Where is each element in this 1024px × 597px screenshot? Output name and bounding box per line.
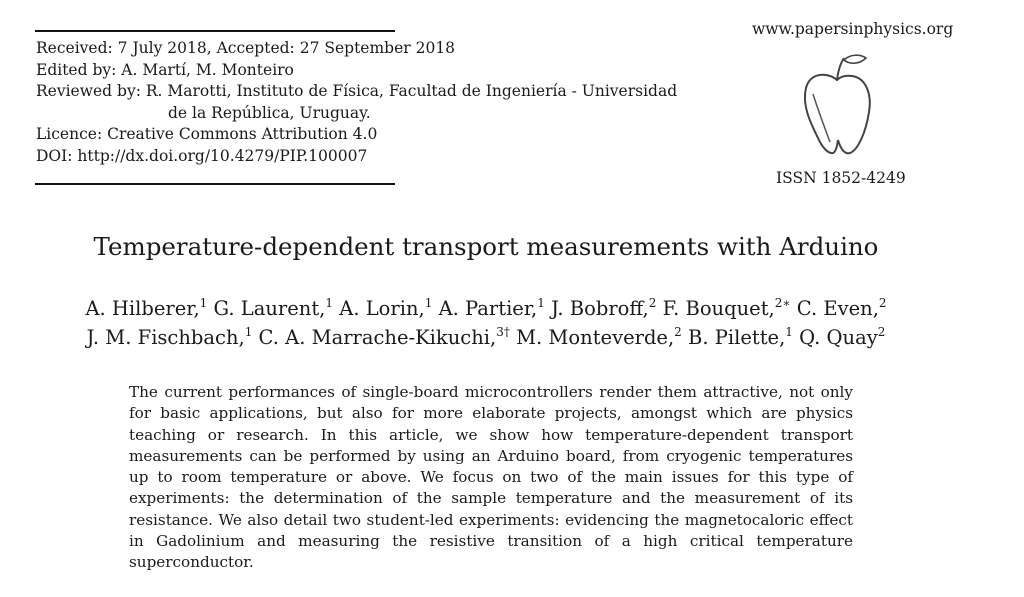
author-name: A. Lorin,: [339, 297, 425, 320]
abstract: The current performances of single-board microcontrollers render them attractive, not only for basic applications, but also for more elaborate projects, amongst which are physics teaching or research. In this article, we show how temperature-dependent transport measurements can be performed by using an Arduino board, from cryogenic temperatures up to room temperature or above. We focus on two of the main issues for this type of experiments: the determination of the sample temperature and the measurement of its resistance. We also detail two student-led experiments: evidencing the magnetocaloric effect in Gadolinium and measuring the resistive transition of a high critical temperature superconductor.: [129, 383, 853, 572]
licence: Licence: Creative Commons Attribution 4.0: [36, 125, 378, 143]
author-name: A. Hilberer,: [85, 297, 200, 320]
author-name: B. Pilette,: [688, 326, 786, 349]
author: [797, 297, 887, 320]
author-affiliation: 1: [785, 325, 793, 339]
author: [339, 297, 432, 320]
issn: ISSN 1852-4249: [776, 169, 906, 187]
header-rule-top: [35, 30, 395, 32]
author-name: J. M. Fischbach,: [86, 326, 245, 349]
author-affiliation: 2: [877, 325, 886, 339]
author: [799, 326, 885, 349]
author: [259, 326, 510, 349]
journal-website[interactable]: www.papersinphysics.org: [752, 20, 954, 38]
author-name: M. Monteverde,: [516, 326, 675, 349]
author: [85, 297, 207, 320]
author-affiliation: 2∗: [774, 296, 791, 310]
author: [214, 297, 334, 320]
author: [439, 297, 545, 320]
edited-by: Edited by: A. Martí, M. Monteiro: [36, 60, 294, 79]
author: [663, 297, 791, 320]
author-name: C. Even,: [796, 297, 879, 320]
author-name: J. Bobroff,: [551, 297, 649, 320]
received-accepted-dates: Received: 7 July 2018, Accepted: 27 September 2018: [36, 39, 456, 57]
reviewed-by: Reviewed by: R. Marotti, Instituto de Física, Facultad de Ingeniería - Universidad: [36, 82, 678, 100]
author: [688, 326, 793, 349]
author: [516, 326, 682, 349]
paper-title: Temperature-dependent transport measurements with Arduino: [93, 232, 879, 261]
author-name: Q. Quay: [799, 326, 878, 349]
author-affiliation: 1: [199, 296, 208, 310]
reviewed-by-continued: de la República, Uruguay.: [168, 103, 371, 122]
article-metadata: [36, 38, 736, 167]
author-affiliation: 2: [674, 325, 682, 339]
author-affiliation: 2: [878, 296, 887, 310]
author: [87, 326, 253, 349]
header-rule-bottom: [35, 183, 395, 185]
doi[interactable]: DOI: http://dx.doi.org/10.4279/PIP.100007: [36, 146, 368, 165]
author-name: C. A. Marrache-Kikuchi,: [258, 326, 497, 349]
author-line-1: [0, 294, 972, 323]
author-affiliation: 3†: [496, 325, 510, 339]
author-affiliation: 1: [244, 325, 253, 339]
author-name: G. Laurent,: [213, 297, 326, 320]
author-name: F. Bouquet,: [662, 297, 775, 320]
author-name: A. Partier,: [438, 297, 538, 320]
author-list: [0, 294, 972, 352]
apple-outline-logo-icon: [800, 50, 874, 160]
author-affiliation: 1: [424, 296, 433, 310]
author-line-2: [0, 323, 972, 352]
author-affiliation: 1: [325, 296, 334, 310]
author: [551, 297, 656, 320]
author-affiliation: 1: [537, 296, 545, 310]
author-affiliation: 2: [648, 296, 657, 310]
